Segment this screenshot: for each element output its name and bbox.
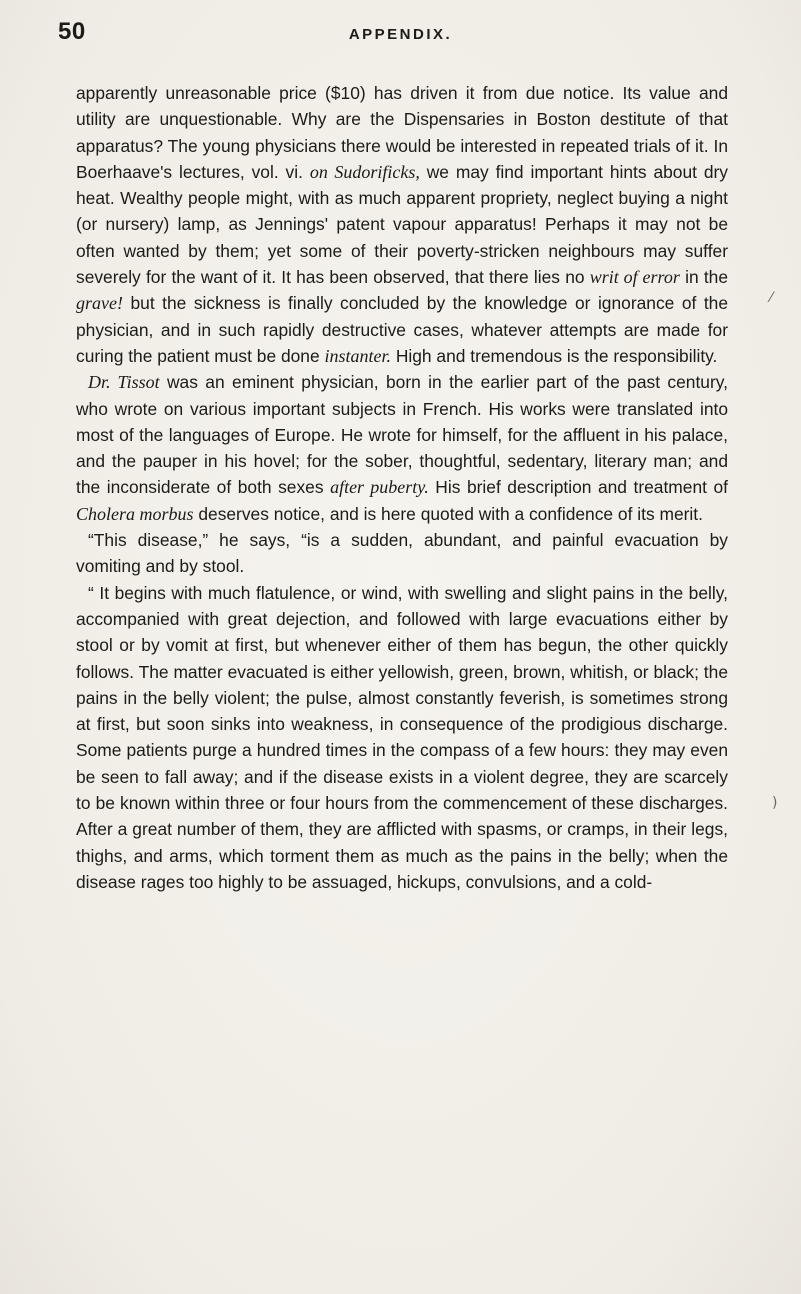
italic-text: instanter. xyxy=(324,345,391,366)
italic-text: Cholera morbus xyxy=(76,503,194,524)
italic-text: Dr. Tissot xyxy=(88,372,160,393)
page-number: 50 xyxy=(58,18,86,45)
paragraph xyxy=(76,80,728,369)
paragraph xyxy=(76,527,728,580)
italic-text: after puberty. xyxy=(330,477,429,498)
italic-text: grave! xyxy=(76,293,123,314)
body-text xyxy=(76,80,728,895)
margin-mark: ) xyxy=(772,795,778,811)
text-run: “ It begins with much flatulence, or wind, with swelling and slight pains in the belly, accompanied with great dejection, and followed with large evacuations either by stool or by vomit at first, but whenever either of them has begun, the other quickly follows. The matter evacuated is either yellowish, green, brown, whitish, or black; the pains in the belly violent; the pulse, almost constantly feverish, is sometimes strong at first, but soon sinks into weakness, in consequence of the prodigious discharge. Some patients purge a hundred times in the compass of a few hours: they may even be seen to fall away; and if the disease exists in a violent degree, they are scarcely to be known within three or four hours from the commencement of these discharges. After a great number of them, they are afflicted with spasms, or cramps, in their legs, thighs, and arms, which torment them as much as the pains in the belly; when the disease rages too highly to be assuaged, hickups, convulsions, and a cold- xyxy=(76,582,728,892)
margin-mark: ⁄ xyxy=(770,290,773,306)
running-title: APPENDIX. xyxy=(348,26,453,43)
text-run: we may find important hints about dry heat. Wealthy people might, with as much apparent propriety, neglect buying a night (or nursery) lamp, as Jennings' patent vapour apparatus! Perhaps it may not be often wanted by them; yet some of their poverty-stricken neighbours may suffer severely for the want of it. It has been observed, that there lies no xyxy=(76,161,729,288)
text-run: apparently unreasonable price ($10) has driven it from due notice. Its value and utility are unquestionable. Why are the Dispensaries in Boston destitute of that apparatus? The young physicians there would be interested in repeated trials of it. In Boerhaave's lectures, vol. vi. xyxy=(76,83,728,182)
text-run: “This disease,” he says, “is a sudden, abundant, and painful evacuation by vomiting and by stool. xyxy=(76,530,728,577)
italic-text: writ of error xyxy=(589,267,680,288)
text-run: was an eminent physician, born in the earlier part of the past century, who wrote on various important subjects in French. His works were translated into most of the languages of Europe. He wrote for himself, for the affluent in his palace, and the pauper in his hovel; for the sober, thoughtful, sedentary, literary man; and the inconsiderate of both sexes xyxy=(76,372,728,498)
text-run: His brief description and treatment of xyxy=(428,477,728,498)
text-run: deserves notice, and is here quoted with a confidence of its merit. xyxy=(193,503,703,524)
italic-text: on Sudorificks, xyxy=(309,161,420,182)
paragraph xyxy=(76,580,728,896)
text-run: High and tremendous is the responsibility. xyxy=(390,345,718,366)
text-run: but the sickness is finally concluded by the knowledge or ignorance of the physician, and in such rapidly destructive cases, whatever attempts are made for curing the patient must be done xyxy=(76,293,728,366)
paragraph xyxy=(76,369,728,527)
text-run: in the xyxy=(679,267,729,288)
